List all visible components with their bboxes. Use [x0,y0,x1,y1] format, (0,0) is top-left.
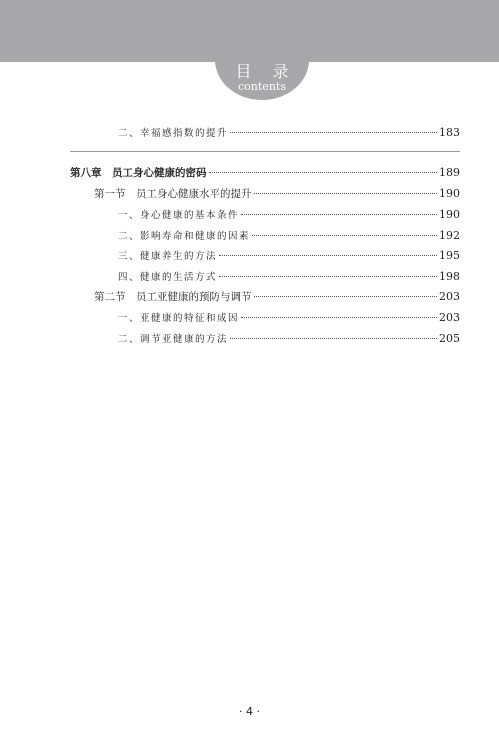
toc-item-label: 三、健康养生的方法 [118,251,218,262]
toc-section-2[interactable] [94,290,460,304]
toc-section-page: 190 [439,187,460,200]
dot-leader [209,172,438,173]
toc-item-label: 四、健康的生活方式 [118,272,218,283]
toc-item[interactable] [118,270,460,285]
toc-item-page: 203 [439,311,460,324]
toc-item[interactable] [118,311,460,326]
dot-leader [219,276,437,277]
toc-chapter-8[interactable] [70,166,460,180]
toc-item-page: 198 [439,270,460,283]
toc-section-1[interactable] [94,187,460,201]
toc-item[interactable] [118,332,460,347]
toc-section-page: 203 [439,290,460,303]
toc-section-label: 第一节 员工身心健康水平的提升 [94,188,252,200]
dot-leader [241,214,437,215]
toc-item-label: 一、亚健康的特征和成因 [118,313,240,324]
toc-item-page: 190 [439,208,460,221]
toc-item[interactable] [118,208,460,223]
toc-section-label: 第二节 员工亚健康的预防与调节 [94,291,252,303]
toc-item-page: 192 [439,229,460,242]
header-badge [215,30,309,100]
page-title: 目 录 [235,62,297,81]
dot-leader [230,338,437,339]
dot-leader [254,296,438,297]
toc-item-page: 205 [439,332,460,345]
toc-chapter-label: 第八章 员工身心健康的密码 [70,167,207,179]
page-number: · 4 · [239,705,260,718]
toc-item-label: 二、影响寿命和健康的因素 [118,231,251,242]
dot-leader [230,132,437,133]
dot-leader [219,255,437,256]
toc-item[interactable] [118,249,460,264]
toc-entry-happiness-index[interactable] [118,126,460,141]
toc-item[interactable] [118,229,460,244]
dot-leader [254,193,438,194]
toc-item-label: 二、调节亚健康的方法 [118,334,229,345]
dot-leader [241,317,437,318]
toc-item-label: 一、身心健康的基本条件 [118,210,240,221]
page-subtitle: contents [238,80,286,93]
toc-entry-label: 二、幸福感指数的提升 [118,128,229,139]
toc-chapter-page: 189 [439,166,460,179]
toc-item-page: 195 [439,249,460,262]
chapter-divider [70,151,460,152]
dot-leader [252,235,437,236]
toc-entry-page: 183 [439,126,460,139]
